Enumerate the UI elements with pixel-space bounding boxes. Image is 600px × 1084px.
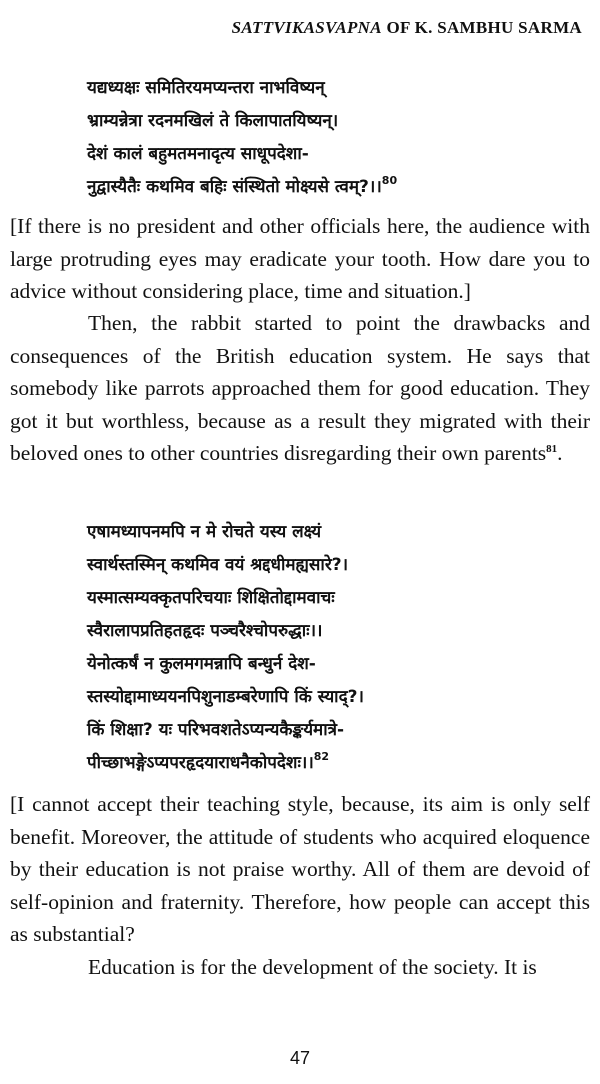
verse-line: स्वैरालापप्रतिहतहृदः पञ्चरैश्चोपरुद्धाः।। bbox=[87, 621, 323, 641]
running-head bbox=[232, 18, 582, 38]
page-number: 47 bbox=[289, 1048, 311, 1068]
running-head-author: OF K. SAMBHU SARMA bbox=[381, 18, 582, 37]
verse-line: स्वार्थस्तस्मिन् कथमिव वयं श्रद्दधीमह्यसारे?। bbox=[87, 555, 349, 575]
verse-line: नुद्वास्यैतैः कथमिव बहिः संस्थितो मोक्ष्यसे त्वम्?।। bbox=[87, 177, 382, 197]
body-paragraph-2 bbox=[10, 951, 590, 984]
paragraph-text: [I cannot accept their teaching style, because, its aim is only self benefit. Moreover, the attitude of students who acquired eloquence by their education is not praise worthy. All of them are devoid of self-opinion and fraternity. Therefore, how people can accept this as substantial? bbox=[10, 792, 590, 946]
verse-line: येनोत्कर्षं न कुलमगमन्नापि बन्धुर्न देश- bbox=[87, 654, 316, 674]
sanskrit-verse-2 bbox=[87, 516, 364, 780]
footnote-marker: 82 bbox=[313, 750, 330, 763]
translation-paragraph-1 bbox=[10, 210, 590, 308]
verse-line: स्तस्योद्दामाध्ययनपिशुनाडम्बरेणापि किं स्याद्?। bbox=[87, 687, 364, 707]
footnote-marker: 81 bbox=[546, 443, 558, 455]
verse-line: एषामध्यापनमपि न मे रोचते यस्य लक्ष्यं bbox=[87, 522, 322, 542]
verse-line: भ्राम्यन्नेत्रा रदनमखिलं ते किलापातयिष्यन्। bbox=[87, 111, 339, 131]
paragraph-text: [If there is no president and other officials here, the audience with large protruding eyes may eradicate your tooth. How dare you to advice without considering place, time and situation.] bbox=[10, 214, 590, 303]
verse-line: किं शिक्षा? यः परिभवशतेऽप्यन्यकैङ्कर्यमात्रे- bbox=[87, 720, 345, 740]
paragraph-text: Education is for the development of the society. It is bbox=[88, 955, 537, 979]
translation-paragraph-2 bbox=[10, 788, 590, 951]
verse-line: यस्मात्सम्यक्कृतपरिचयाः शिक्षितोद्दामवाचः bbox=[87, 588, 335, 608]
paragraph-end: . bbox=[557, 441, 563, 465]
running-head-title: SATTVIKASVAPNA bbox=[231, 18, 382, 37]
verse-line: पीच्छाभङ्गेऽप्यपरहृदयाराधनैकोपदेशः।। bbox=[87, 753, 314, 773]
sanskrit-verse-1 bbox=[87, 72, 397, 204]
verse-line: देशं कालं बहुमतमनादृत्य साधूपदेशा- bbox=[87, 144, 309, 164]
footnote-marker: 80 bbox=[381, 174, 398, 187]
body-paragraph-1 bbox=[10, 307, 590, 470]
paragraph-text: Then, the rabbit started to point the drawbacks and consequences of the British education system. He says that somebody like parrots approached them for good education. They got it but worthless, because as a result they migrated with their beloved ones to other countries disregarding their own parents bbox=[10, 311, 590, 465]
verse-line: यद्यध्यक्षः समितिरयमप्यन्तरा नाभविष्यन् bbox=[87, 78, 325, 98]
